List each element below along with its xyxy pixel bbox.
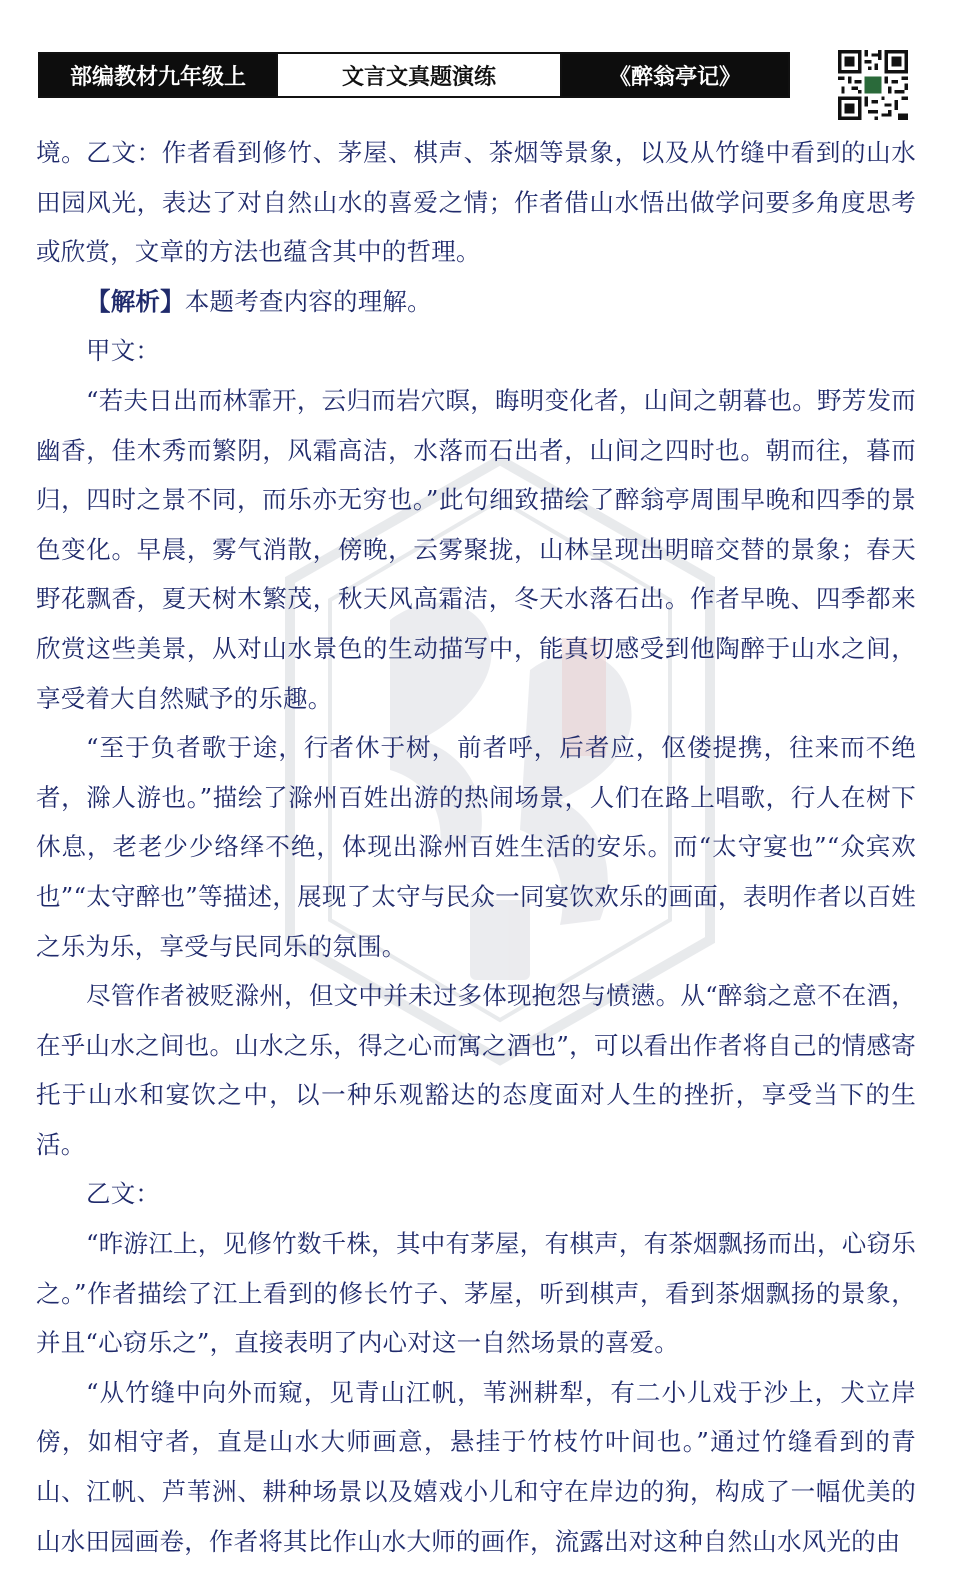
paragraph-yi-bamboo: “昨游江上，见修竹数千株，其中有茅屋，有棋声，有茶烟飘扬而出，心窃乐之。”作者描绘了江上看到的修长竹子、茅屋，听到棋声，看到茶烟飘扬的景象，并且“心窃乐之”，直接表明了内心对这一自然场景的喜爱。 — [36, 1229, 916, 1358]
header-section-title: 文言文真题演练 — [276, 54, 562, 96]
paragraph-jia-emotion: 尽管作者被贬滁州，但文中并未过多体现抱怨与愤懑。从“醉翁之意不在酒，在乎山水之间也。山水之乐，得之心而寓之酒也”，可以看出作者将自己的情感寄托于山水和宴饮之中，以一种乐观豁达的态度面对人生的挫折，享受当下的生活。 — [36, 981, 916, 1159]
paragraph-yi-landscape: “从竹缝中向外而窥，见青山江帆，苇洲耕犁，有二小儿戏于沙上，犬立岸傍，如相守者，直是山水大师画意，悬挂于竹枝竹叶间也。”通过竹缝看到的青山、江帆、芦苇洲、耕种场景以及嬉戏小儿和守在岸边的狗，构成了一幅优美的山水田园画卷，作者将其比作山水大师的画作，流露出对这种自然山水风光的由 — [36, 1377, 916, 1556]
answer-paragraph: 境。乙文：作者看到修竹、茅屋、棋声、茶烟等景象，以及从竹缝中看到的山水田园风光，表达了对自然山水的喜爱之情；作者借山水悟出做学问要多角度思考或欣赏，文章的方法也蕴含其中的哲理。 — [36, 138, 916, 267]
document-body — [36, 128, 916, 1566]
analysis-intro: 本题考查内容的理解。 — [184, 286, 432, 316]
page-header — [38, 52, 790, 98]
header-textbook-label: 部编教材九年级上 — [40, 54, 276, 96]
section-label-jia: 甲文： — [86, 336, 161, 366]
analysis-tag: 【解析】 — [86, 286, 185, 316]
paragraph-jia-people: “至于负者歌于途，行者休于树，前者呼，后者应，伛偻提携，往来而不绝者，滁人游也。”描绘了滁州百姓出游的热闹场景，人们在路上唱歌，行人在树下休息，老老少少络绎不绝，体现出滁州百姓生活的安乐。而“太守宴也”“众宾欢也”“太守醉也”等描述，展现了太守与民众一同宴饮欢乐的画面，表明作者以百姓之乐为乐，享受与民同乐的氛围。 — [36, 733, 916, 961]
qr-code-icon — [838, 50, 908, 120]
section-label-yi: 乙文： — [86, 1179, 161, 1209]
header-lesson-title: 《醉翁亭记》 — [562, 54, 788, 96]
paragraph-jia-scenery: “若夫日出而林霏开，云归而岩穴暝，晦明变化者，山间之朝暮也。野芳发而幽香，佳木秀而繁阴，风霜高洁，水落而石出者，山间之四时也。朝而往，暮而归，四时之景不同，而乐亦无穷也。”此句细致描绘了醉翁亭周围早晚和四季的景色变化。早晨，雾气消散，傍晚，云雾聚拢，山林呈现出明暗交替的景象；春天野花飘香，夏天树木繁茂，秋天风高霜洁，冬天水落石出。作者早晚、四季都来欣赏这些美景，从对山水景色的生动描写中，能真切感受到他陶醉于山水之间，享受着大自然赋予的乐趣。 — [36, 385, 916, 713]
analysis-heading — [36, 277, 916, 327]
